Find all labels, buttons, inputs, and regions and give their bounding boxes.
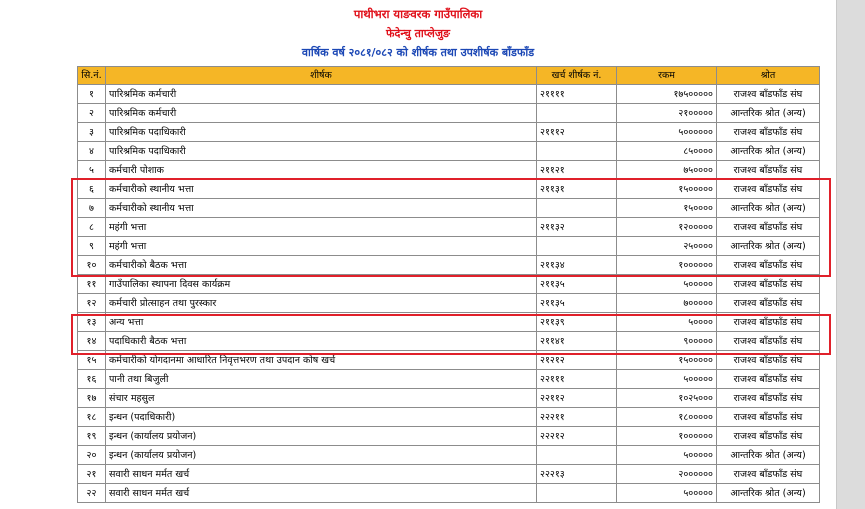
table-row xyxy=(78,142,820,161)
table-row xyxy=(78,294,820,313)
title-cell: पारिश्रमिक पदाधिकारी xyxy=(106,142,537,161)
table-row xyxy=(78,275,820,294)
table-row xyxy=(78,446,820,465)
title-cell: इन्धन (पदाधिकारी) xyxy=(106,408,537,427)
title-cell: अन्य भत्ता xyxy=(106,313,537,332)
title-cell: सवारी साधन मर्मत खर्च xyxy=(106,484,537,503)
code-cell xyxy=(537,446,617,465)
amount-cell: २१००००० xyxy=(617,104,717,123)
table-row xyxy=(78,351,820,370)
amount-cell: २५०००० xyxy=(617,237,717,256)
office-title: पाथीभरा याङवरक गाउँपालिका xyxy=(353,7,483,21)
title-cell: कर्मचारीको योगदानमा आधारित निवृत्तभरण तथा उपदान कोष खर्च xyxy=(106,351,537,370)
header-code: खर्च शीर्षक नं. xyxy=(537,67,617,85)
code-cell: २१११२ xyxy=(537,123,617,142)
serial-cell: ७ xyxy=(78,199,106,218)
table-row xyxy=(78,313,820,332)
code-cell: २११४१ xyxy=(537,332,617,351)
source-cell: आन्तरिक श्रोत (अन्य) xyxy=(717,104,820,123)
code-cell: २११३५ xyxy=(537,275,617,294)
table-row xyxy=(78,427,820,446)
serial-cell: ४ xyxy=(78,142,106,161)
table-row xyxy=(78,85,820,104)
source-cell: राजश्व बाँडफाँड संघ xyxy=(717,294,820,313)
serial-cell: २१ xyxy=(78,465,106,484)
title-cell: पारिश्रमिक कर्मचारी xyxy=(106,85,537,104)
amount-cell: १५०००० xyxy=(617,199,717,218)
title-cell: पदाधिकारी बैठक भत्ता xyxy=(106,332,537,351)
code-cell xyxy=(537,104,617,123)
amount-cell: १५००००० xyxy=(617,351,717,370)
amount-cell: १७५००००० xyxy=(617,85,717,104)
title-cell: महंगी भत्ता xyxy=(106,237,537,256)
header-title: शीर्षक xyxy=(106,67,537,85)
serial-cell: १४ xyxy=(78,332,106,351)
source-cell: राजश्व बाँडफाँड संघ xyxy=(717,161,820,180)
serial-cell: ९ xyxy=(78,237,106,256)
source-cell: राजश्व बाँडफाँड संघ xyxy=(717,465,820,484)
serial-cell: ११ xyxy=(78,275,106,294)
serial-cell: १९ xyxy=(78,427,106,446)
amount-cell: ५००००० xyxy=(617,370,717,389)
title-cell: कर्मचारी प्रोत्साहन तथा पुरस्कार xyxy=(106,294,537,313)
code-cell xyxy=(537,237,617,256)
code-cell: २११३४ xyxy=(537,256,617,275)
code-cell: २११३१ xyxy=(537,180,617,199)
table-row xyxy=(78,199,820,218)
table-header-row xyxy=(78,67,820,85)
title-cell: कर्मचारी पोशाक xyxy=(106,161,537,180)
serial-cell: १६ xyxy=(78,370,106,389)
source-cell: राजश्व बाँडफाँड संघ xyxy=(717,408,820,427)
table-row xyxy=(78,256,820,275)
title-cell: पारिश्रमिक पदाधिकारी xyxy=(106,123,537,142)
table-row xyxy=(78,332,820,351)
serial-cell: ६ xyxy=(78,180,106,199)
table-row xyxy=(78,161,820,180)
amount-cell: १५००००० xyxy=(617,180,717,199)
amount-cell: ७००००० xyxy=(617,294,717,313)
code-cell: २२२१३ xyxy=(537,465,617,484)
code-cell: २२११२ xyxy=(537,389,617,408)
office-location: फेदेन्चु ताप्लेजुङ xyxy=(386,27,450,40)
table-row xyxy=(78,389,820,408)
table-row xyxy=(78,104,820,123)
serial-cell: १० xyxy=(78,256,106,275)
amount-cell: ५००००० xyxy=(617,484,717,503)
code-cell: २२२१२ xyxy=(537,427,617,446)
serial-cell: १८ xyxy=(78,408,106,427)
source-cell: आन्तरिक श्रोत (अन्य) xyxy=(717,484,820,503)
serial-cell: ५ xyxy=(78,161,106,180)
vertical-scrollbar[interactable] xyxy=(836,0,865,509)
source-cell: आन्तरिक श्रोत (अन्य) xyxy=(717,446,820,465)
source-cell: राजश्व बाँडफाँड संघ xyxy=(717,427,820,446)
serial-cell: १३ xyxy=(78,313,106,332)
table-row xyxy=(78,218,820,237)
code-cell: २२२११ xyxy=(537,408,617,427)
title-cell: कर्मचारीको स्थानीय भत्ता xyxy=(106,199,537,218)
source-cell: राजश्व बाँडफाँड संघ xyxy=(717,256,820,275)
code-cell: २११३९ xyxy=(537,313,617,332)
title-cell: इन्धन (कार्यालय प्रयोजन) xyxy=(106,446,537,465)
table-row xyxy=(78,180,820,199)
serial-cell: १ xyxy=(78,85,106,104)
serial-cell: १७ xyxy=(78,389,106,408)
document-title: वार्षिक वर्ष २०८१/०८२ को शीर्षक तथा उपशीर्षक बाँडफाँड xyxy=(301,46,535,59)
source-cell: राजश्व बाँडफाँड संघ xyxy=(717,275,820,294)
source-cell: आन्तरिक श्रोत (अन्य) xyxy=(717,237,820,256)
title-cell: इन्धन (कार्यालय प्रयोजन) xyxy=(106,427,537,446)
amount-cell: ५०००० xyxy=(617,313,717,332)
source-cell: राजश्व बाँडफाँड संघ xyxy=(717,351,820,370)
title-cell: पानी तथा बिजुली xyxy=(106,370,537,389)
table-row xyxy=(78,408,820,427)
title-cell: पारिश्रमिक कर्मचारी xyxy=(106,104,537,123)
code-cell: २२१११ xyxy=(537,370,617,389)
amount-cell: ५००००० xyxy=(617,275,717,294)
serial-cell: २० xyxy=(78,446,106,465)
serial-cell: २२ xyxy=(78,484,106,503)
source-cell: आन्तरिक श्रोत (अन्य) xyxy=(717,142,820,161)
amount-cell: १०००००० xyxy=(617,427,717,446)
code-cell: २११११ xyxy=(537,85,617,104)
code-cell xyxy=(537,484,617,503)
title-cell: गाउँपालिका स्थापना दिवस कार्यक्रम xyxy=(106,275,537,294)
table-row xyxy=(78,465,820,484)
source-cell: राजश्व बाँडफाँड संघ xyxy=(717,313,820,332)
amount-cell: १०००००० xyxy=(617,256,717,275)
header-source: श्रोत xyxy=(717,67,820,85)
source-cell: राजश्व बाँडफाँड संघ xyxy=(717,370,820,389)
title-cell: महंगी भत्ता xyxy=(106,218,537,237)
serial-cell: २ xyxy=(78,104,106,123)
source-cell: आन्तरिक श्रोत (अन्य) xyxy=(717,199,820,218)
source-cell: राजश्व बाँडफाँड संघ xyxy=(717,218,820,237)
serial-cell: ३ xyxy=(78,123,106,142)
code-cell: २११३२ xyxy=(537,218,617,237)
amount-cell: १२००००० xyxy=(617,218,717,237)
budget-table xyxy=(77,66,820,503)
source-cell: राजश्व बाँडफाँड संघ xyxy=(717,85,820,104)
header-amount: रकम xyxy=(617,67,717,85)
amount-cell: ५००००० xyxy=(617,446,717,465)
amount-cell: १८००००० xyxy=(617,408,717,427)
source-cell: राजश्व बाँडफाँड संघ xyxy=(717,123,820,142)
amount-cell: २०००००० xyxy=(617,465,717,484)
table-row xyxy=(78,370,820,389)
serial-cell: १२ xyxy=(78,294,106,313)
title-cell: सवारी साधन मर्मत खर्च xyxy=(106,465,537,484)
code-cell: २११३५ xyxy=(537,294,617,313)
title-cell: संचार महसुल xyxy=(106,389,537,408)
source-cell: राजश्व बाँडफाँड संघ xyxy=(717,180,820,199)
table-row xyxy=(78,237,820,256)
title-cell: कर्मचारीको स्थानीय भत्ता xyxy=(106,180,537,199)
code-cell: २१२१२ xyxy=(537,351,617,370)
code-cell: २११२१ xyxy=(537,161,617,180)
code-cell xyxy=(537,142,617,161)
title-cell: कर्मचारीको बैठक भत्ता xyxy=(106,256,537,275)
header-serial: सि.नं. xyxy=(78,67,106,85)
code-cell xyxy=(537,199,617,218)
serial-cell: ८ xyxy=(78,218,106,237)
table-row xyxy=(78,484,820,503)
amount-cell: ९००००० xyxy=(617,332,717,351)
amount-cell: ७५०००० xyxy=(617,161,717,180)
source-cell: राजश्व बाँडफाँड संघ xyxy=(717,332,820,351)
amount-cell: ५०००००० xyxy=(617,123,717,142)
amount-cell: १०२५००० xyxy=(617,389,717,408)
amount-cell: ८५०००० xyxy=(617,142,717,161)
serial-cell: १५ xyxy=(78,351,106,370)
table-row xyxy=(78,123,820,142)
source-cell: राजश्व बाँडफाँड संघ xyxy=(717,389,820,408)
